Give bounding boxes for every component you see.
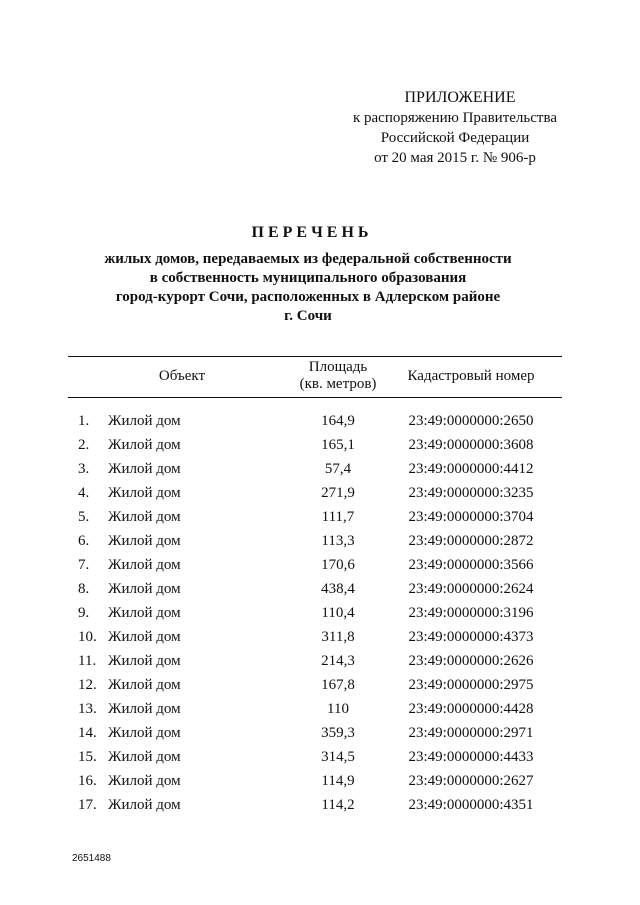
row-area: 165,1: [321, 437, 355, 453]
row-number: 4.: [78, 485, 90, 501]
row-number: 5.: [78, 509, 90, 525]
row-number: 11.: [78, 653, 97, 669]
subtitle-line: г. Сочи: [284, 308, 332, 324]
row-number: 9.: [78, 605, 90, 621]
row-number: 16.: [78, 773, 97, 789]
row-object: Жилой дом: [108, 797, 181, 813]
row-object: Жилой дом: [108, 581, 181, 597]
row-object: Жилой дом: [108, 701, 181, 717]
row-cadastral: 23:49:0000000:3235: [408, 485, 534, 501]
row-object: Жилой дом: [108, 653, 181, 669]
row-cadastral: 23:49:0000000:2624: [408, 581, 534, 597]
row-object: Жилой дом: [108, 749, 181, 765]
appendix-line: к распоряжению Правительства: [352, 110, 557, 126]
row-area: 114,2: [321, 797, 355, 813]
row-area: 167,8: [321, 677, 355, 693]
row-area: 110,4: [321, 605, 355, 621]
row-cadastral: 23:49:0000000:3566: [408, 557, 534, 573]
row-object: Жилой дом: [108, 437, 181, 453]
row-number: 8.: [78, 581, 90, 597]
row-cadastral: 23:49:0000000:4412: [408, 461, 534, 477]
document-subtitle: [0, 250, 628, 326]
row-object: Жилой дом: [108, 677, 181, 693]
table-row: [68, 506, 562, 530]
table-row: [68, 458, 562, 482]
appendix-line: Российской Федерации: [380, 130, 530, 146]
table-row: [68, 482, 562, 506]
row-area: 170,6: [321, 557, 355, 573]
row-cadastral: 23:49:0000000:4428: [408, 701, 534, 717]
row-number: 15.: [78, 749, 97, 765]
subtitle-line: в собственность муниципального образования: [149, 270, 467, 286]
row-number: 17.: [78, 797, 97, 813]
row-cadastral: 23:49:0000000:3196: [408, 605, 534, 621]
row-object: Жилой дом: [108, 629, 181, 645]
row-area: 110: [327, 701, 349, 717]
row-cadastral: 23:49:0000000:2650: [408, 413, 534, 429]
row-area: 57,4: [324, 461, 352, 477]
row-cadastral: 23:49:0000000:4373: [408, 629, 534, 645]
row-object: Жилой дом: [108, 509, 181, 525]
row-number: 3.: [78, 461, 90, 477]
header-object: Объект: [158, 368, 206, 384]
row-area: 359,3: [321, 725, 355, 741]
table-row: [68, 770, 562, 794]
table-row: [68, 410, 562, 434]
table-row: [68, 794, 562, 818]
row-cadastral: 23:49:0000000:2971: [408, 725, 534, 741]
row-area: 164,9: [321, 413, 355, 429]
table-body: [68, 410, 562, 818]
row-object: Жилой дом: [108, 605, 181, 621]
table-row: [68, 578, 562, 602]
row-object: Жилой дом: [108, 773, 181, 789]
subtitle-line: город-курорт Сочи, расположенных в Адлерском районе: [115, 289, 501, 305]
row-object: Жилой дом: [108, 557, 181, 573]
row-object: Жилой дом: [108, 461, 181, 477]
row-object: Жилой дом: [108, 485, 181, 501]
table-row: [68, 650, 562, 674]
table-row: [68, 674, 562, 698]
table-row: [68, 746, 562, 770]
row-area: 438,4: [321, 581, 355, 597]
row-cadastral: 23:49:0000000:4433: [408, 749, 534, 765]
table-row: [68, 434, 562, 458]
row-area: 271,9: [321, 485, 355, 501]
row-cadastral: 23:49:0000000:2872: [408, 533, 534, 549]
row-object: Жилой дом: [108, 533, 181, 549]
header-area: [296, 359, 380, 393]
header-cadastral: Кадастровый номер: [407, 368, 535, 384]
row-cadastral: 23:49:0000000:3608: [408, 437, 534, 453]
row-area: 314,5: [321, 749, 355, 765]
appendix-heading: ПРИЛОЖЕНИЕ: [404, 89, 516, 106]
document-title: ПЕРЕЧЕНЬ: [251, 224, 373, 241]
row-area: 214,3: [321, 653, 355, 669]
row-area: 111,7: [321, 509, 355, 525]
header-area-unit: (кв. метров): [299, 376, 377, 392]
table-row: [68, 722, 562, 746]
row-number: 12.: [78, 677, 97, 693]
houses-table: [68, 356, 562, 818]
row-object: Жилой дом: [108, 413, 181, 429]
row-number: 13.: [78, 701, 97, 717]
row-number: 7.: [78, 557, 90, 573]
row-area: 114,9: [321, 773, 355, 789]
appendix-block: [300, 88, 610, 168]
row-number: 6.: [78, 533, 90, 549]
footer-code: 2651488: [72, 853, 111, 864]
row-cadastral: 23:49:0000000:3704: [408, 509, 534, 525]
appendix-date: от 20 мая 2015 г. № 906-р: [374, 150, 536, 166]
header-area-line: Площадь: [308, 359, 368, 375]
row-cadastral: 23:49:0000000:2626: [408, 653, 534, 669]
row-area: 113,3: [321, 533, 355, 549]
row-object: Жилой дом: [108, 725, 181, 741]
subtitle-line: жилых домов, передаваемых из федеральной собственности: [104, 251, 512, 267]
row-cadastral: 23:49:0000000:4351: [408, 797, 534, 813]
table-header: [68, 356, 562, 398]
table-row: [68, 602, 562, 626]
row-number: 2.: [78, 437, 90, 453]
table-row: [68, 698, 562, 722]
table-row: [68, 626, 562, 650]
row-cadastral: 23:49:0000000:2627: [408, 773, 534, 789]
row-number: 14.: [78, 725, 97, 741]
row-area: 311,8: [321, 629, 355, 645]
row-number: 10.: [78, 629, 97, 645]
row-number: 1.: [78, 413, 90, 429]
table-row: [68, 554, 562, 578]
row-cadastral: 23:49:0000000:2975: [408, 677, 534, 693]
table-row: [68, 530, 562, 554]
